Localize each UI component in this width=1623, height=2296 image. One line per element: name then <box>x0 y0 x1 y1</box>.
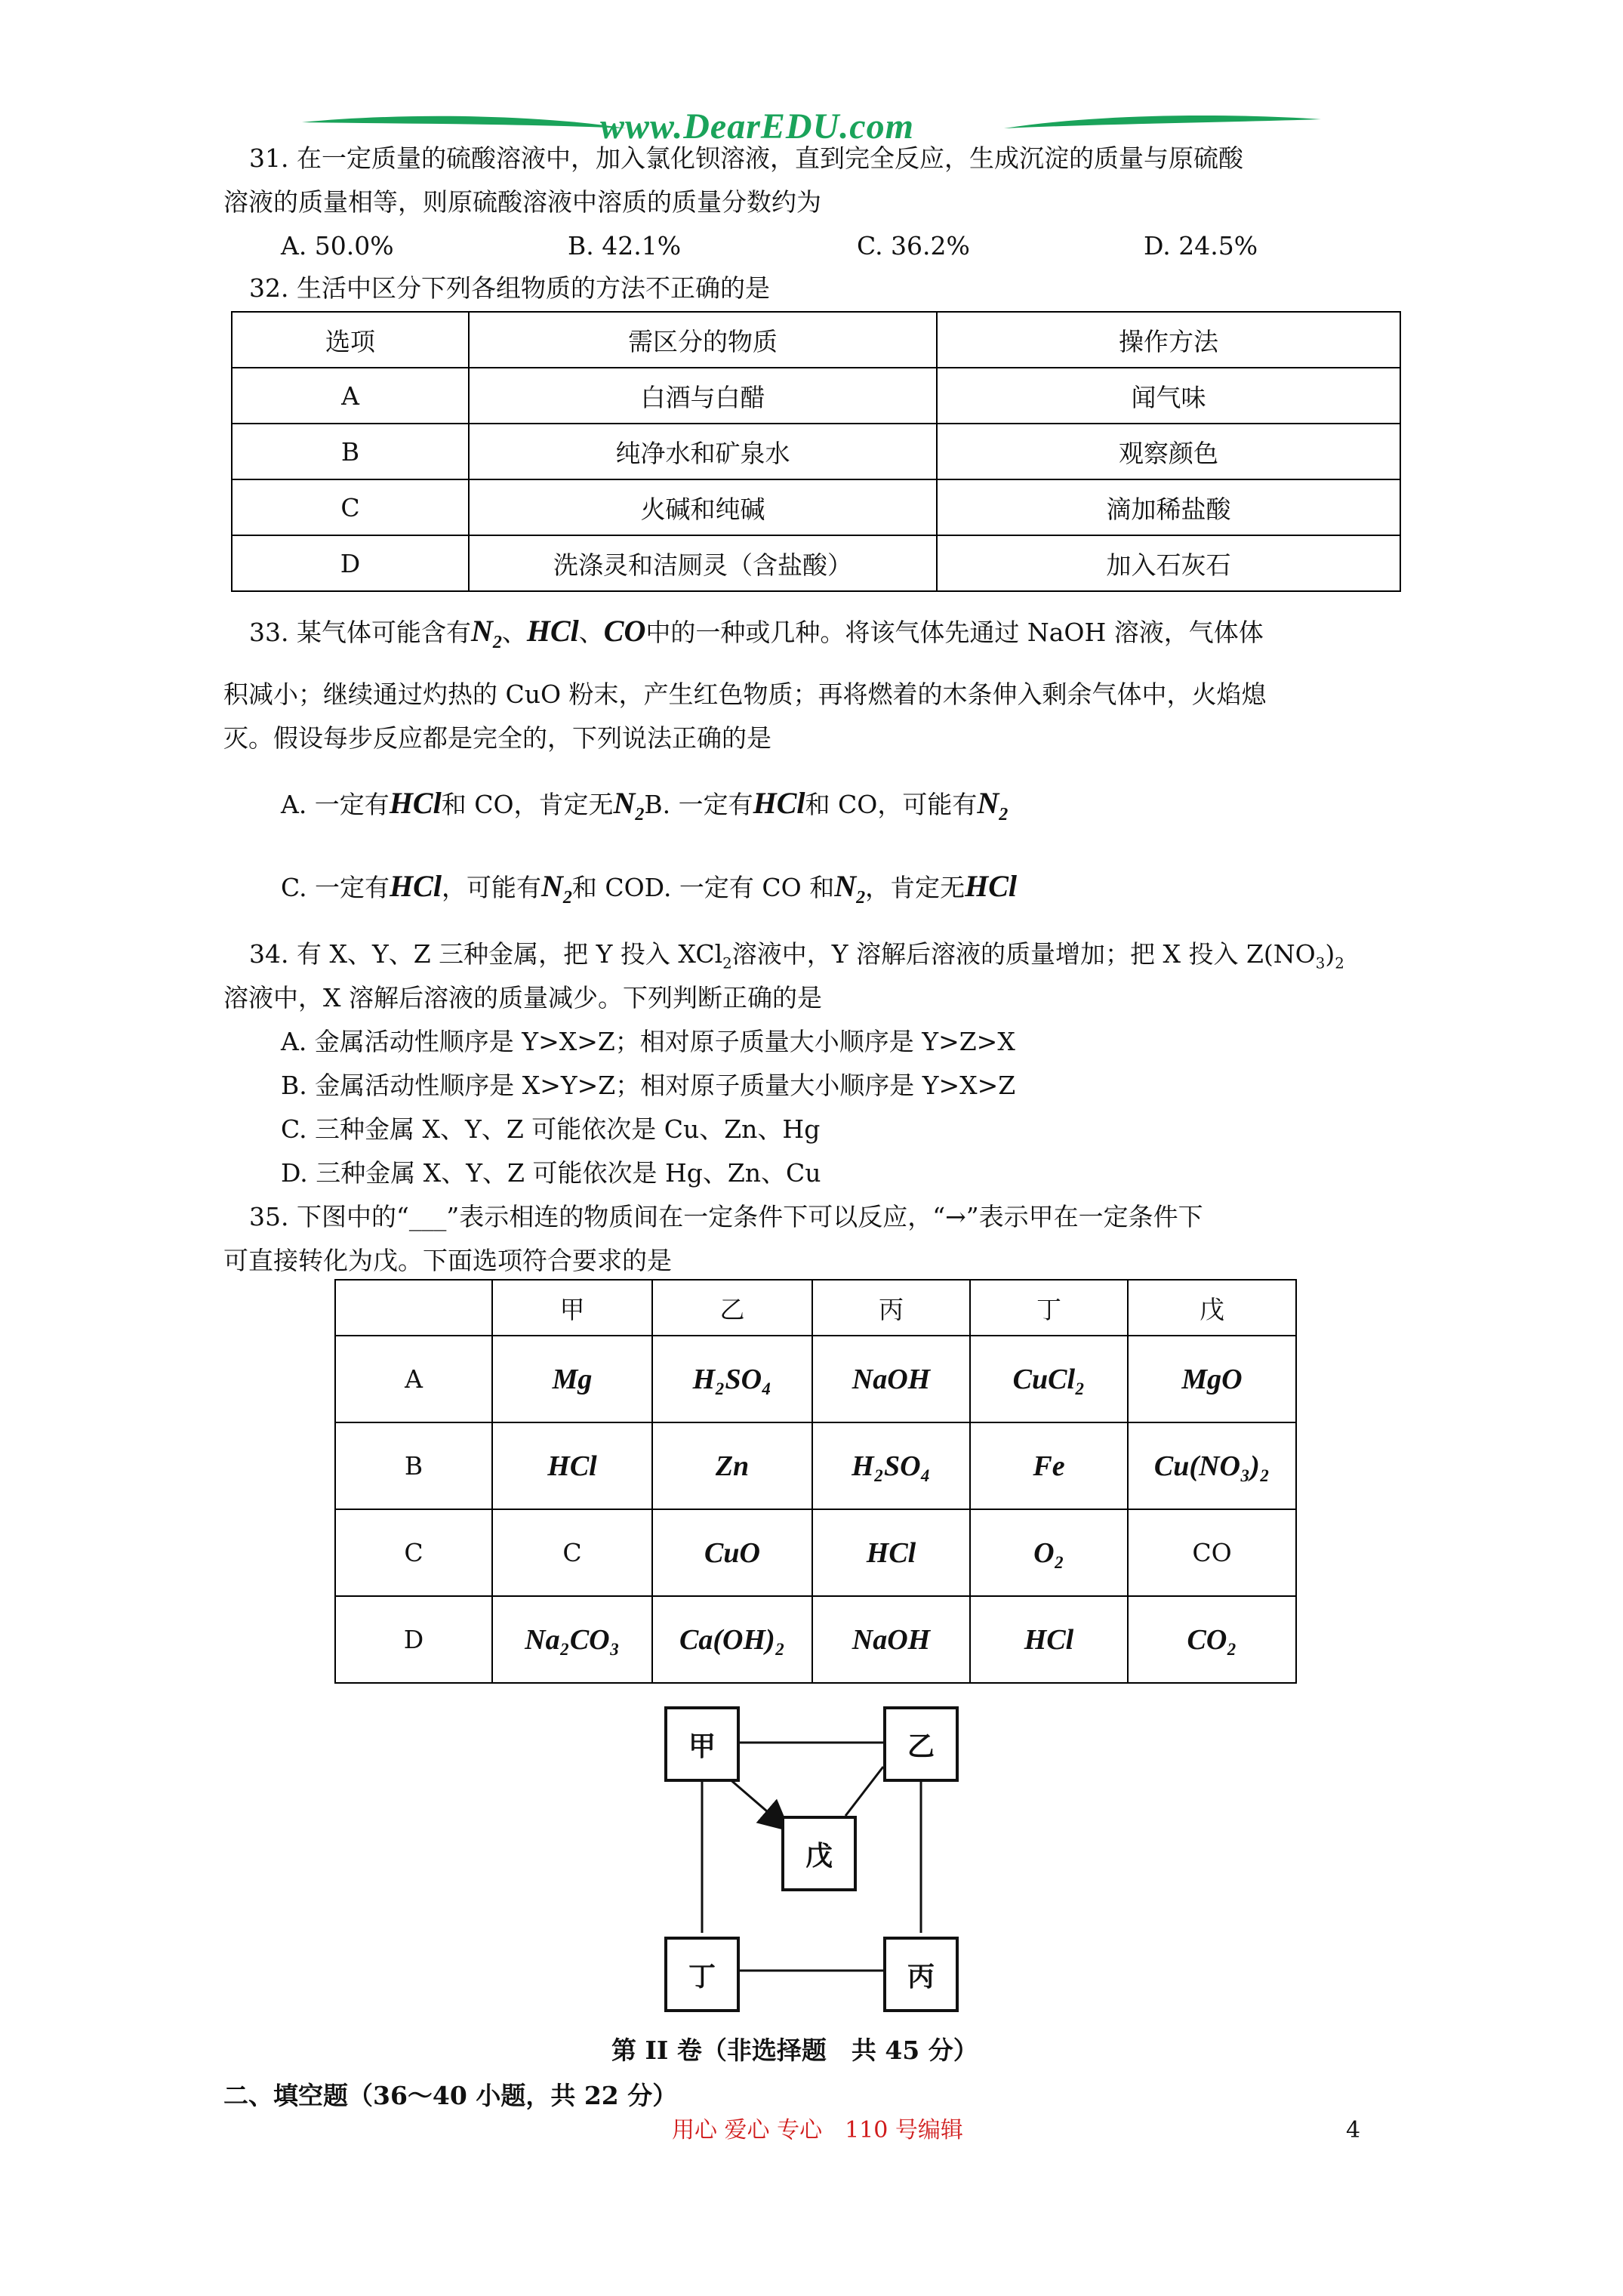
formula-n2: $N_2$ <box>613 786 645 824</box>
table-cell: CO₂ <box>1128 1596 1296 1683</box>
q31-option-a: A. 50.0% <box>281 231 394 260</box>
table-cell: HCl <box>812 1509 970 1596</box>
q35-diagram <box>657 1706 974 2016</box>
table-row <box>232 479 1400 535</box>
formula-hcl: HCl <box>753 786 805 820</box>
q33-option-d-text: ，肯定无 <box>865 873 965 902</box>
table-cell: Fe <box>970 1422 1128 1509</box>
table-cell: 火碱和纯碱 <box>469 479 937 535</box>
q31-option-c: C. 36.2% <box>857 231 970 260</box>
q32-table <box>231 311 1401 592</box>
q31-line1: 31. 在一定质量的硫酸溶液中，加入氯化钡溶液，直到完全反应，生成沉淀的质量与原硫酸 <box>249 143 1243 173</box>
table-cell: Ca(OH)₂ <box>652 1596 812 1683</box>
q34-option-c: C. 三种金属 X、Y、Z 可能依次是 Cu、Zn、Hg <box>281 1114 821 1144</box>
formula-n2: $N_2$ <box>834 869 866 908</box>
table-cell: CuCl₂ <box>970 1336 1128 1422</box>
section2-title: 第 II 卷（非选择题 共 45 分） <box>611 2036 978 2065</box>
formula-co: CO <box>603 614 646 648</box>
table-cell: CuO <box>652 1509 812 1596</box>
q33-line2: 积减小；继续通过灼热的 CuO 粉末，产生红色物质；再将燃着的木条伸入剩余气体中，火焰熄 <box>223 680 1267 709</box>
formula-n2: $N_2$ <box>977 786 1009 824</box>
table-cell: HCl <box>492 1422 652 1509</box>
table-cell: NaOH <box>812 1336 970 1422</box>
diagram-box-yi: 乙 <box>883 1706 959 1782</box>
q33-line3: 灭。假设每步反应都是完全的，下列说法正确的是 <box>223 723 771 753</box>
table-cell: NaOH <box>812 1596 970 1683</box>
table-header-cell: 丁 <box>970 1280 1128 1336</box>
table-cell: Mg <box>492 1336 652 1422</box>
q33-text: 、 <box>578 618 604 647</box>
q31-option-d: D. 24.5% <box>1144 231 1258 260</box>
table-row <box>335 1336 1296 1422</box>
q33-option-c-text: C. 一定有 <box>281 873 390 902</box>
q33-option-a-text: A. 一定有 <box>281 790 390 819</box>
table-row <box>335 1422 1296 1509</box>
table-cell: CO <box>1128 1509 1296 1596</box>
q33-option-b-text: 和 CO，可能有 <box>805 790 978 819</box>
q33-options-cd <box>281 868 1017 909</box>
q33-option-c-text: ，可能有 <box>441 873 541 902</box>
table-cell: H₂SO₄ <box>652 1336 812 1422</box>
q33-option-c-text: 和 CO <box>571 873 645 902</box>
table-cell: 滴加稀盐酸 <box>937 479 1400 535</box>
q35-line1: 35. 下图中的“___”表示相连的物质间在一定条件下可以反应，“→”表示甲在一定条件下 <box>249 1202 1203 1231</box>
table-cell: O₂ <box>970 1509 1128 1596</box>
q31-line2: 溶液的质量相等，则原硫酸溶液中溶质的质量分数约为 <box>223 187 821 217</box>
table-cell: 加入石灰石 <box>937 535 1400 591</box>
formula-hcl: HCl <box>965 869 1017 903</box>
q34-text: ) <box>1325 939 1335 969</box>
table-cell: C <box>492 1509 652 1596</box>
table-header-cell: 乙 <box>652 1280 812 1336</box>
table-row <box>232 368 1400 424</box>
table-cell: C <box>232 479 469 535</box>
table-header-cell: 操作方法 <box>937 312 1400 368</box>
q33-option-d-text: D. 一定有 CO 和 <box>644 873 835 902</box>
table-cell: Cu(NO₃)₂ <box>1128 1422 1296 1509</box>
q35-line2: 可直接转化为戊。下面选项符合要求的是 <box>223 1246 672 1275</box>
q33-text: 、 <box>501 618 527 647</box>
table-cell: HCl <box>970 1596 1128 1683</box>
footer-text: 用心 爱心 专心 110 号编辑 <box>672 2117 963 2143</box>
diagram-box-wu: 戊 <box>781 1816 857 1891</box>
diagram-box-ding: 丁 <box>664 1937 740 2012</box>
table-row <box>232 424 1400 479</box>
section2-heading: 二、填空题（36～40 小题，共 22 分） <box>223 2081 678 2110</box>
table-cell: B <box>232 424 469 479</box>
table-cell: A <box>232 368 469 424</box>
q33-options-ab <box>281 785 1008 826</box>
table-row <box>232 535 1400 591</box>
table-row <box>335 1596 1296 1683</box>
q34-text: 溶液中，Y 溶解后溶液的质量增加；把 X 投入 Z(NO <box>731 939 1316 969</box>
q34-line2: 溶液中，X 溶解后溶液的质量减少。下列判断正确的是 <box>223 983 822 1012</box>
formula-hcl: HCl <box>526 614 579 648</box>
table-header-row <box>232 312 1400 368</box>
table-cell: 闻气味 <box>937 368 1400 424</box>
table-cell: C <box>335 1509 492 1596</box>
q34-option-b: B. 金属活动性顺序是 X>Y>Z；相对原子质量大小顺序是 Y>X>Z <box>281 1071 1016 1100</box>
formula-n2: $N_2$ <box>470 614 502 652</box>
table-cell: 洗涤灵和洁厕灵（含盐酸） <box>469 535 937 591</box>
table-header-cell <box>335 1280 492 1336</box>
table-cell: D <box>335 1596 492 1683</box>
table-row <box>335 1509 1296 1596</box>
q34-option-d: D. 三种金属 X、Y、Z 可能依次是 Hg、Zn、Cu <box>281 1158 821 1188</box>
q31-option-b: B. 42.1% <box>568 231 682 260</box>
table-cell: H₂SO₄ <box>812 1422 970 1509</box>
q34-sub: 2 <box>722 954 732 972</box>
diagram-box-jia: 甲 <box>664 1706 740 1782</box>
table-cell: D <box>232 535 469 591</box>
table-cell: Na₂CO₃ <box>492 1596 652 1683</box>
q32-stem: 32. 生活中区分下列各组物质的方法不正确的是 <box>249 273 770 303</box>
q34-option-a: A. 金属活动性顺序是 Y>X>Z；相对原子质量大小顺序是 Y>Z>X <box>281 1027 1015 1056</box>
q33-text: 中的一种或几种。将该气体先通过 NaOH 溶液，气体体 <box>645 618 1264 647</box>
table-cell: Zn <box>652 1422 812 1509</box>
table-header-cell: 丙 <box>812 1280 970 1336</box>
table-cell: MgO <box>1128 1336 1296 1422</box>
table-cell: 白酒与白醋 <box>469 368 937 424</box>
diagram-box-bing: 丙 <box>883 1937 959 2012</box>
header-swoosh-left <box>302 112 627 142</box>
table-cell: B <box>335 1422 492 1509</box>
q33-line1 <box>249 613 1264 654</box>
table-header-cell: 戊 <box>1128 1280 1296 1336</box>
table-cell: A <box>335 1336 492 1422</box>
q34-line1 <box>249 939 1344 972</box>
q33-option-a-text: 和 CO，肯定无 <box>441 790 614 819</box>
q34-sub: 2 <box>1335 954 1344 972</box>
formula-hcl: HCl <box>390 869 442 903</box>
q34-sub: 3 <box>1315 954 1326 972</box>
q33-text: 33. 某气体可能含有 <box>249 618 471 647</box>
header-site-name: www.DearEDU.com <box>600 106 914 146</box>
q34-text: 34. 有 X、Y、Z 三种金属，把 Y 投入 XCl <box>249 939 723 969</box>
table-cell: 观察颜色 <box>937 424 1400 479</box>
table-header-cell: 甲 <box>492 1280 652 1336</box>
table-header-cell: 选项 <box>232 312 469 368</box>
formula-n2: $N_2$ <box>540 869 572 908</box>
header-swoosh-right <box>1004 112 1321 142</box>
formula-hcl: HCl <box>389 786 442 820</box>
table-header-row <box>335 1280 1296 1336</box>
table-cell: 纯净水和矿泉水 <box>469 424 937 479</box>
q33-option-b-text: B. 一定有 <box>644 790 753 819</box>
q35-table <box>334 1279 1297 1684</box>
table-header-cell: 需区分的物质 <box>469 312 937 368</box>
page-number: 4 <box>1346 2117 1361 2143</box>
